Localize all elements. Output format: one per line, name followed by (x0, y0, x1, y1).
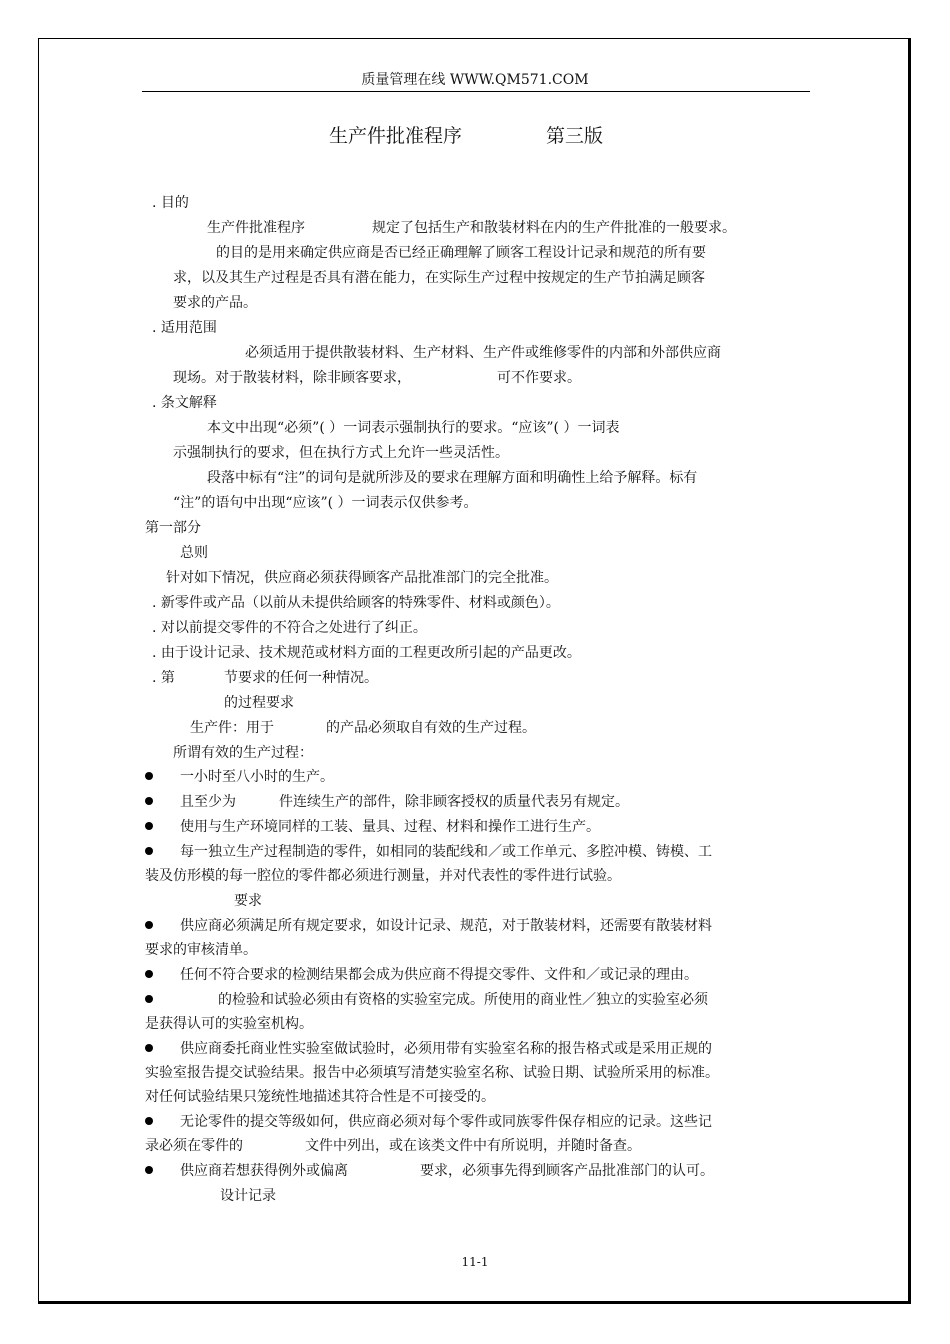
bullet-icon (145, 995, 153, 1003)
requirement-5-line-2a: 录必须在零件的 (145, 1138, 243, 1154)
process-line-2: 所谓有效的生产过程： (173, 745, 313, 761)
requirement-2: 任何不符合要求的检测结果都会成为供应商不得提交零件、文件和／或记录的理由。 (180, 967, 698, 983)
process-bullet-3: 使用与生产环境同样的工装、量具、过程、材料和操作工进行生产。 (180, 819, 600, 835)
requirement-5-line-2b: 文件中列出，或在该类文件中有所说明，并随时备查。 (305, 1138, 641, 1154)
requirement-6b: 要求，必须事先得到顾客产品批准部门的认可。 (420, 1163, 714, 1179)
requirement-4-line-2: 实验室报告提交试验结果。报告中必须填写清楚实验室名称、试验日期、试验所采用的标准。 (145, 1065, 719, 1081)
bullet-icon (145, 1044, 153, 1052)
bullet-icon (145, 847, 153, 855)
terms-line-4: “注”的语句中出现“应该”( ）一词表示仅供参考。 (173, 495, 478, 511)
bullet-icon (145, 1117, 153, 1125)
requirement-1-line-2: 要求的审核清单。 (145, 942, 257, 958)
general-intro: 针对如下情况，供应商必须获得顾客产品批准部门的完全批准。 (166, 570, 558, 586)
design-records-heading: 设计记录 (220, 1188, 276, 1204)
bullet-icon (145, 797, 153, 805)
header-site: 质量管理在线 WWW.QM571.COM (361, 72, 589, 88)
bullet-icon (145, 970, 153, 978)
process-bullet-1: 一小时至八小时的生产。 (180, 769, 334, 785)
process-bullet-4-line-2: 装及仿形模的每一腔位的零件都必须进行测量，并对代表性的零件进行试验。 (145, 868, 621, 884)
header-rule (142, 91, 810, 92)
requirement-4-line-3: 对任何试验结果只笼统性地描述其符合性是不可接受的。 (145, 1089, 495, 1105)
purpose-line-2: 的目的是用来确定供应商是否已经正确理解了顾客工程设计记录和规范的所有要 (216, 245, 706, 261)
requirement-5-line-1: 无论零件的提交等级如何，供应商必须对每个零件或同族零件保存相应的记录。这些记 (180, 1114, 712, 1130)
purpose-line-1a: 生产件批准程序 (207, 220, 305, 236)
general-heading: 总则 (180, 545, 208, 561)
terms-line-1: 本文中出现“必须”( ）一词表示强制执行的要求。“应该”( ）一词表 (207, 420, 620, 436)
bullet-icon (145, 822, 153, 830)
section-scope-heading: . 适用范围 (152, 320, 217, 336)
requirement-3-line-2: 是获得认可的实验室机构。 (145, 1016, 313, 1032)
section-purpose-heading: . 目的 (152, 195, 189, 211)
requirement-3-line-1: 的检验和试验必须由有资格的实验室完成。所使用的商业性／独立的实验室必须 (218, 992, 708, 1008)
condition-item-3: . 由于设计记录、技术规范或材料方面的工程更改所引起的产品更改。 (152, 645, 581, 661)
process-bullet-4-line-1: 每一独立生产过程制造的零件，如相同的装配线和／或工作单元、多腔冲模、铸模、工 (180, 844, 712, 860)
bullet-icon (145, 772, 153, 780)
part-one-heading: 第一部分 (145, 520, 201, 536)
process-line-1b: 的产品必须取自有效的生产过程。 (326, 720, 536, 736)
document-title: 生产件批准程序 (329, 125, 463, 147)
condition-item-4a: . 第 (152, 670, 175, 686)
process-bullet-2b: 件连续生产的部件，除非顾客授权的质量代表另有规定。 (279, 794, 629, 810)
process-heading: 的过程要求 (224, 695, 294, 711)
section-terms-heading: . 条文解释 (152, 395, 217, 411)
process-line-1a: 生产件：用于 (190, 720, 274, 736)
scope-line-2b: 可不作要求。 (497, 370, 581, 386)
requirement-6a: 供应商若想获得例外或偏离 (180, 1163, 348, 1179)
document-edition: 第三版 (546, 125, 604, 147)
page-number: 11-1 (461, 1255, 489, 1269)
bullet-icon (145, 1166, 153, 1174)
requirement-1-line-1: 供应商必须满足所有规定要求，如设计记录、规范，对于散装材料，还需要有散装材料 (180, 918, 712, 934)
terms-line-2: 示强制执行的要求，但在执行方式上允许一些灵活性。 (173, 445, 509, 461)
scope-line-1: 必须适用于提供散装材料、生产材料、生产件或维修零件的内部和外部供应商 (245, 345, 721, 361)
requirements-heading: 要求 (234, 893, 262, 909)
condition-item-2: . 对以前提交零件的不符合之处进行了纠正。 (152, 620, 427, 636)
purpose-line-4: 要求的产品。 (173, 295, 257, 311)
process-bullet-2a: 且至少为 (180, 794, 236, 810)
purpose-line-1b: 规定了包括生产和散装材料在内的生产件批准的一般要求。 (372, 220, 736, 236)
requirement-4-line-1: 供应商委托商业性实验室做试验时，必须用带有实验室名称的报告格式或是采用正规的 (180, 1041, 712, 1057)
terms-line-3: 段落中标有“注”的词句是就所涉及的要求在理解方面和明确性上给予解释。标有 (207, 470, 698, 486)
scope-line-2a: 现场。对于散装材料，除非顾客要求， (173, 370, 411, 386)
purpose-line-3: 求，以及其生产过程是否具有潜在能力，在实际生产过程中按规定的生产节拍满足顾客 (173, 270, 705, 286)
condition-item-4b: 节要求的任何一种情况。 (224, 670, 378, 686)
condition-item-1: . 新零件或产品（以前从未提供给顾客的特殊零件、材料或颜色）。 (152, 595, 560, 611)
bullet-icon (145, 921, 153, 929)
